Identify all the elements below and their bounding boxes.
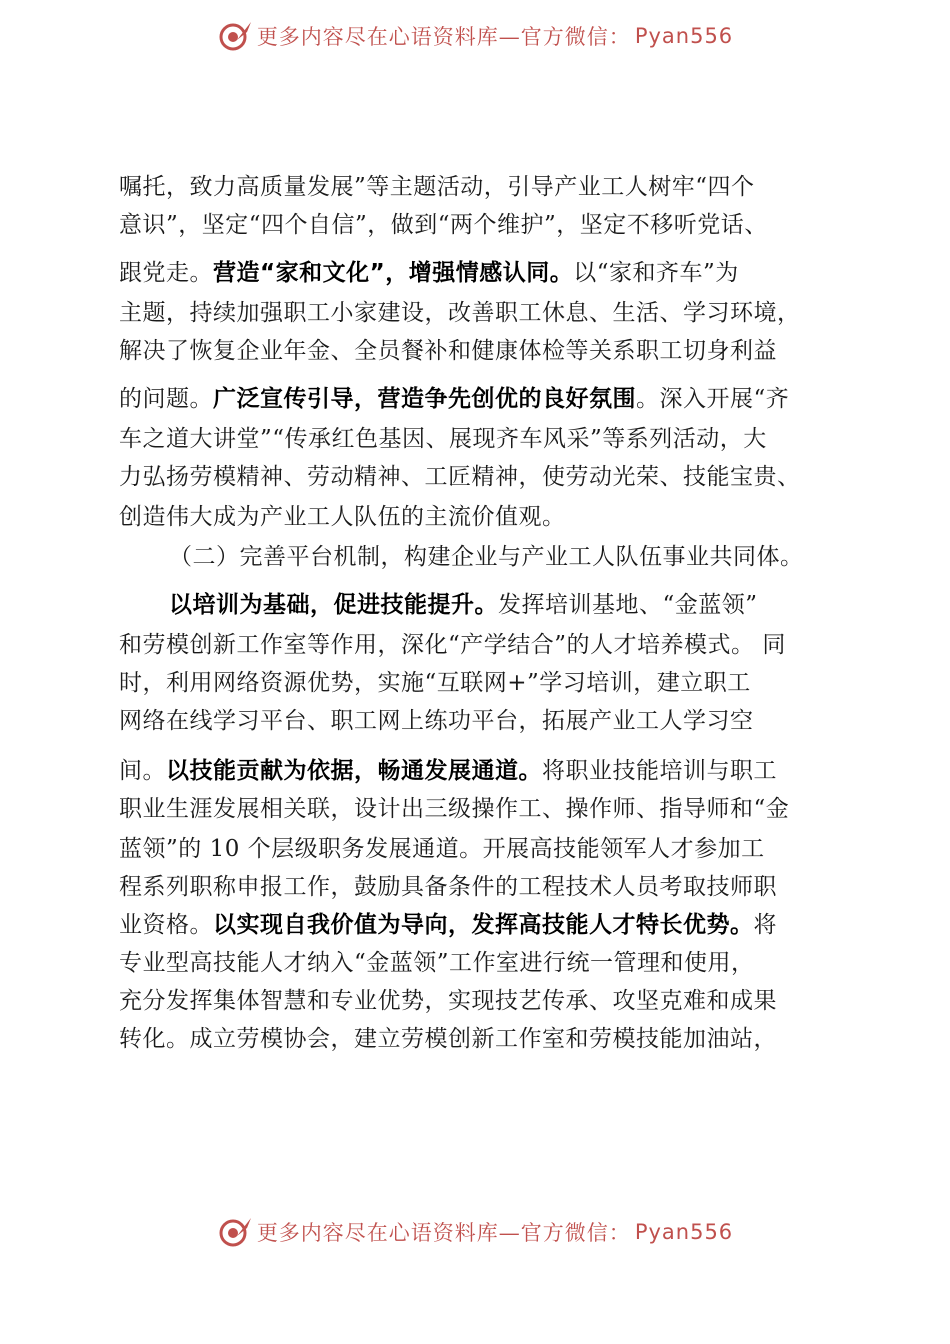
body-text: 间。	[119, 758, 166, 784]
quill-logo-icon	[217, 1214, 253, 1250]
text-line	[119, 908, 777, 942]
body-text: 主题，持续加强职工小家建设，改善职工休息、生活、学习环境，	[119, 300, 801, 326]
body-text: 。深入开展“齐	[636, 386, 790, 412]
text-line	[119, 946, 755, 980]
watermark-text: 更多内容尽在心语资料库—官方微信：	[256, 1221, 631, 1245]
quill-logo-icon	[217, 18, 253, 54]
body-text: （二）完善平台机制，构建企业与产业工人队伍事业共同体。	[169, 544, 804, 570]
text-line	[169, 588, 758, 622]
body-text: 和劳模创新工作室等作用，深化“产学结合”的人才培养模式。 同	[119, 632, 786, 658]
body-text: 跟党走。	[119, 260, 213, 286]
text-line	[119, 870, 777, 904]
watermark-footer	[0, 1210, 950, 1254]
text-line	[119, 754, 777, 788]
bold-heading: 广泛宣传引导，营造争先创优的良好氛围	[213, 386, 636, 412]
body-text: 将职业技能培训与职工	[542, 758, 777, 784]
text-line	[119, 296, 801, 330]
body-text: 解决了恢复企业年金、全员餐补和健康体检等关系职工切身利益	[119, 338, 777, 364]
text-line	[119, 984, 777, 1018]
body-text: 意识”，坚定“四个自信”，做到“两个维护”，坚定不移听党话、	[119, 212, 768, 238]
text-line	[119, 628, 786, 662]
text-line	[119, 666, 751, 700]
body-text: 车之道大讲堂”“传承红色基因、展现齐车风采”等系列活动，大	[119, 426, 767, 452]
text-line	[119, 792, 789, 826]
bold-heading: 以培训为基础，促进技能提升。	[169, 592, 498, 618]
body-text: 蓝领”的 10 个层级职务发展通道。开展高技能领军人才参加工	[119, 836, 765, 862]
text-line	[119, 704, 754, 738]
text-line	[119, 460, 801, 494]
body-text: 以“家和齐车”为	[573, 260, 739, 286]
body-text: 充分发挥集体智慧和专业优势，实现技艺传承、攻坚克难和成果	[119, 988, 777, 1014]
bold-heading: 以实现自我价值为导向，发挥高技能人才特长优势。	[213, 912, 754, 938]
body-text: 时，利用网络资源优势，实施“互联网+”学习培训，建立职工	[119, 670, 751, 696]
bold-heading: 以技能贡献为依据，畅通发展通道。	[166, 758, 542, 784]
body-text: 程系列职称申报工作，鼓励具备条件的工程技术人员考取技师职	[119, 874, 777, 900]
body-text: 创造伟大成为产业工人队伍的主流价值观。	[119, 504, 566, 530]
text-line	[119, 170, 755, 204]
text-line	[119, 832, 765, 866]
text-line	[119, 1022, 777, 1056]
text-line	[119, 334, 777, 368]
text-line	[119, 208, 768, 242]
body-text: 职业生涯发展相关联，设计出三级操作工、操作师、指导师和“金	[119, 796, 790, 822]
body-text: 业资格。	[119, 912, 213, 938]
body-text: 网络在线学习平台、职工网上练功平台，拓展产业工人学习空	[119, 708, 754, 734]
body-text: 嘱托，致力高质量发展”等主题活动，引导产业工人树牢“四个	[119, 174, 755, 200]
body-text: 专业型高技能人才纳入“金蓝领”工作室进行统一管理和使用，	[119, 950, 755, 976]
watermark-wechat-id: Pyan556	[634, 24, 734, 48]
watermark-wechat-id: Pyan556	[634, 1220, 734, 1244]
body-text: 转化。成立劳模协会，建立劳模创新工作室和劳模技能加油站，	[119, 1026, 777, 1052]
text-line	[169, 540, 804, 574]
bold-heading: 营造“家和文化”，增强情感认同。	[213, 260, 574, 286]
body-text: 力弘扬劳模精神、劳动精神、工匠精神，使劳动光荣、技能宝贵、	[119, 464, 801, 490]
body-text: 将	[753, 912, 777, 938]
watermark-text: 更多内容尽在心语资料库—官方微信：	[256, 25, 631, 49]
body-text: 发挥培训基地、“金蓝领”	[498, 592, 758, 618]
text-line	[119, 500, 566, 534]
text-line	[119, 256, 739, 290]
watermark-header	[0, 14, 950, 58]
text-line	[119, 382, 789, 416]
body-text: 的问题。	[119, 386, 213, 412]
text-line	[119, 422, 767, 456]
